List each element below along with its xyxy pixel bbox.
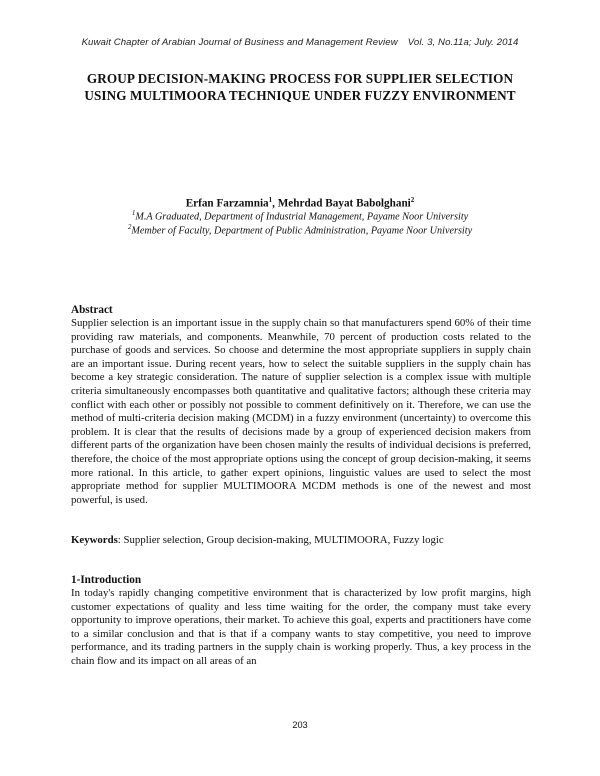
affiliation-1-mark: 1 [131, 209, 136, 217]
keywords-text: : Supplier selection, Group decision-making, MULTIMOORA, Fuzzy logic [117, 534, 444, 546]
abstract-heading: Abstract [71, 304, 113, 316]
author-1: Erfan Farzamnia [185, 197, 269, 210]
title-line-2: USING MULTIMOORA TECHNIQUE UNDER FUZZY ENVIRONMENT [84, 88, 516, 103]
running-header [0, 37, 600, 48]
affiliation-1-text: M.A Graduated, Department of Industrial Management, Payame Noor University [135, 211, 469, 223]
page-number: 203 [292, 720, 308, 730]
author-2: Mehrdad Bayat Babolghani [277, 197, 411, 210]
affiliation-2-text: Member of Faculty, Department of Public Administration, Payame Noor University [131, 225, 473, 237]
author-separator: , [272, 197, 278, 210]
introduction-heading: 1-Introduction [71, 574, 142, 586]
title-line-1: GROUP DECISION-MAKING PROCESS FOR SUPPLIER SELECTION [86, 71, 514, 86]
keywords-label: Keywords [71, 534, 118, 546]
journal-name: Kuwait Chapter of Arabian Journal of Business and Management Review [81, 37, 398, 48]
introduction-text: In today's rapidly changing competitive environment that is characterized by low profit margins, high customer expectations of quality and less time waiting for the order, the company must take every opportunity to improve operations, their market. To achieve this goal, experts and practitioners have come to a similar conclusion and that is that if a company wants to stay competitive, you need to improve performance, and its trading partners in the supply chain is working properly. Thus, a key process in the chain flow and its impact on all areas of an [71, 587, 531, 667]
affiliation-2-mark: 2 [127, 223, 132, 231]
author-1-mark: 1 [268, 196, 273, 204]
abstract-text: Supplier selection is an important issue in the supply chain so that manufacturers spend 60% of their time providing raw materials, and components. Meanwhile, 70 percent of production costs related to the purchase of goods and services. So choose and determine the most appropriate suppliers in supply chain are an important issue. During recent years, how to select the suitable suppliers in the supply chain has become a key strategic consideration. The nature of supplier selection is a complex issue with multiple criteria simultaneously encompasses both quantitative and qualitative factors; although these criteria may conflict with each other or possibly not possible to comment definitively on it. Therefore, we can use the method of multi-criteria decision making (MCDM) in a fuzzy environment (uncertainty) to overcome this problem. It is clear that the results of decisions made by a group of experienced decision makers from different parts of the organization have been chosen mainly the results of individual decisions is preferred, therefore, the choice of the most appropriate options using the concept of group decision-making, it seems more rational. In this article, to gather expert opinions, linguistic values are used to select the most appropriate method for supplier MULTIMOORA MCDM methods is one of the newest and most powerful, is used. [71, 317, 531, 506]
keywords-line [71, 534, 531, 546]
author-list [0, 196, 600, 210]
affiliation-2 [0, 223, 600, 236]
affiliation-1 [0, 209, 600, 222]
issue-info: Vol. 3, No.11a; July. 2014 [407, 37, 519, 48]
paper-title [40, 70, 560, 104]
author-2-mark: 2 [410, 196, 415, 204]
